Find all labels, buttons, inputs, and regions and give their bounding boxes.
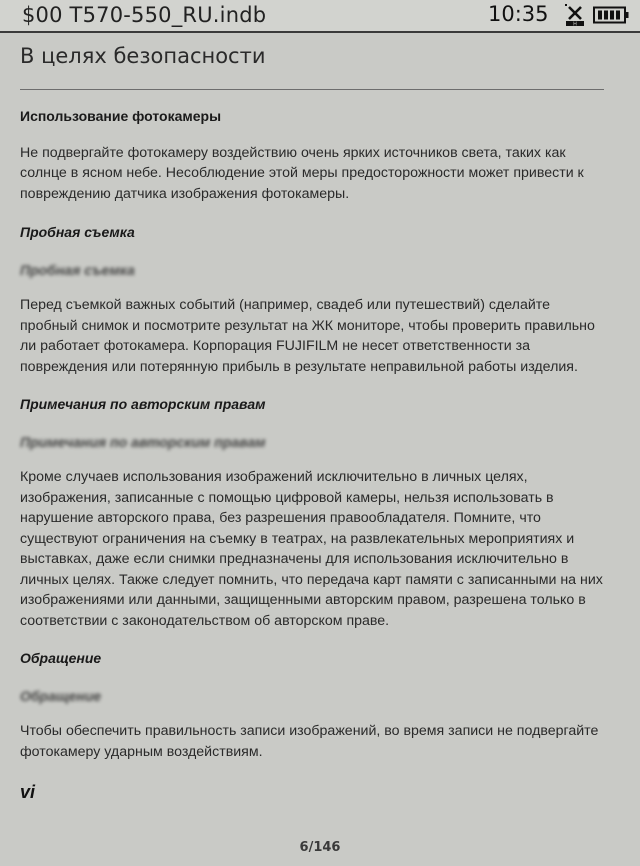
section-paragraph: Кроме случаев использования изображений исключительно в личных целях, изображения, записанные с помощью цифровой камеры, нельзя использовать в нарушение авторского права, без разрешения правообладателя. Помните, что существуют ограничения на съемку в театрах, на развлекательных мероприятиях и выставках, даже если снимки предназначены для использования исключительно в личных целях. Также следует помнить, что передача карт памяти с записанными на них изображениями или данными, защищенными авторским правом, разрешена только в соответствии с законодательством об авторском праве. (20, 469, 603, 629)
blurred-heading-duplicate: Примечания по авторским правам (20, 433, 266, 450)
section-heading: Использование фотокамеры (20, 108, 222, 124)
no-signal-icon (563, 3, 587, 27)
blurred-heading-duplicate: Пробная съемка (20, 261, 135, 278)
blurred-heading-duplicate: Обращение (20, 687, 102, 704)
status-bar (0, 0, 640, 33)
signal-label: H (573, 21, 577, 27)
battery-icon (593, 6, 629, 24)
page-marker: vi (20, 782, 36, 802)
section-paragraph: Не подвергайте фотокамеру воздействию очень ярких источников света, таких как солнце в ясном небе. Несоблюдение этой меры предосторожности может привести к повреждению датчика изображения фотокамеры. (20, 144, 584, 202)
section-paragraph: Чтобы обеспечить правильность записи изображений, во время записи не подвергайте фотокамеру ударным воздействиям. (20, 723, 599, 760)
section-heading: Обращение (20, 650, 102, 666)
document-name: $00 T570-550_RU.indb (22, 3, 267, 27)
clock: 10:35 (488, 2, 549, 26)
page-counter: 6/146 (299, 840, 341, 855)
page-title: В целях безопасности (20, 44, 266, 68)
title-divider (20, 89, 604, 90)
section-paragraph: Перед съемкой важных событий (например, свадеб или путешествий) сделайте пробный снимок и посмотрите результат на ЖК мониторе, чтобы проверить правильно ли работает фотокамера. Корпорация FUJIFILM не несет ответственности за повреждения или потерянную прибыль в результате неправильной работы изделия. (20, 297, 595, 375)
section-heading: Примечания по авторским правам (20, 396, 266, 412)
section-heading: Пробная съемка (20, 224, 135, 240)
page-content (20, 106, 610, 803)
